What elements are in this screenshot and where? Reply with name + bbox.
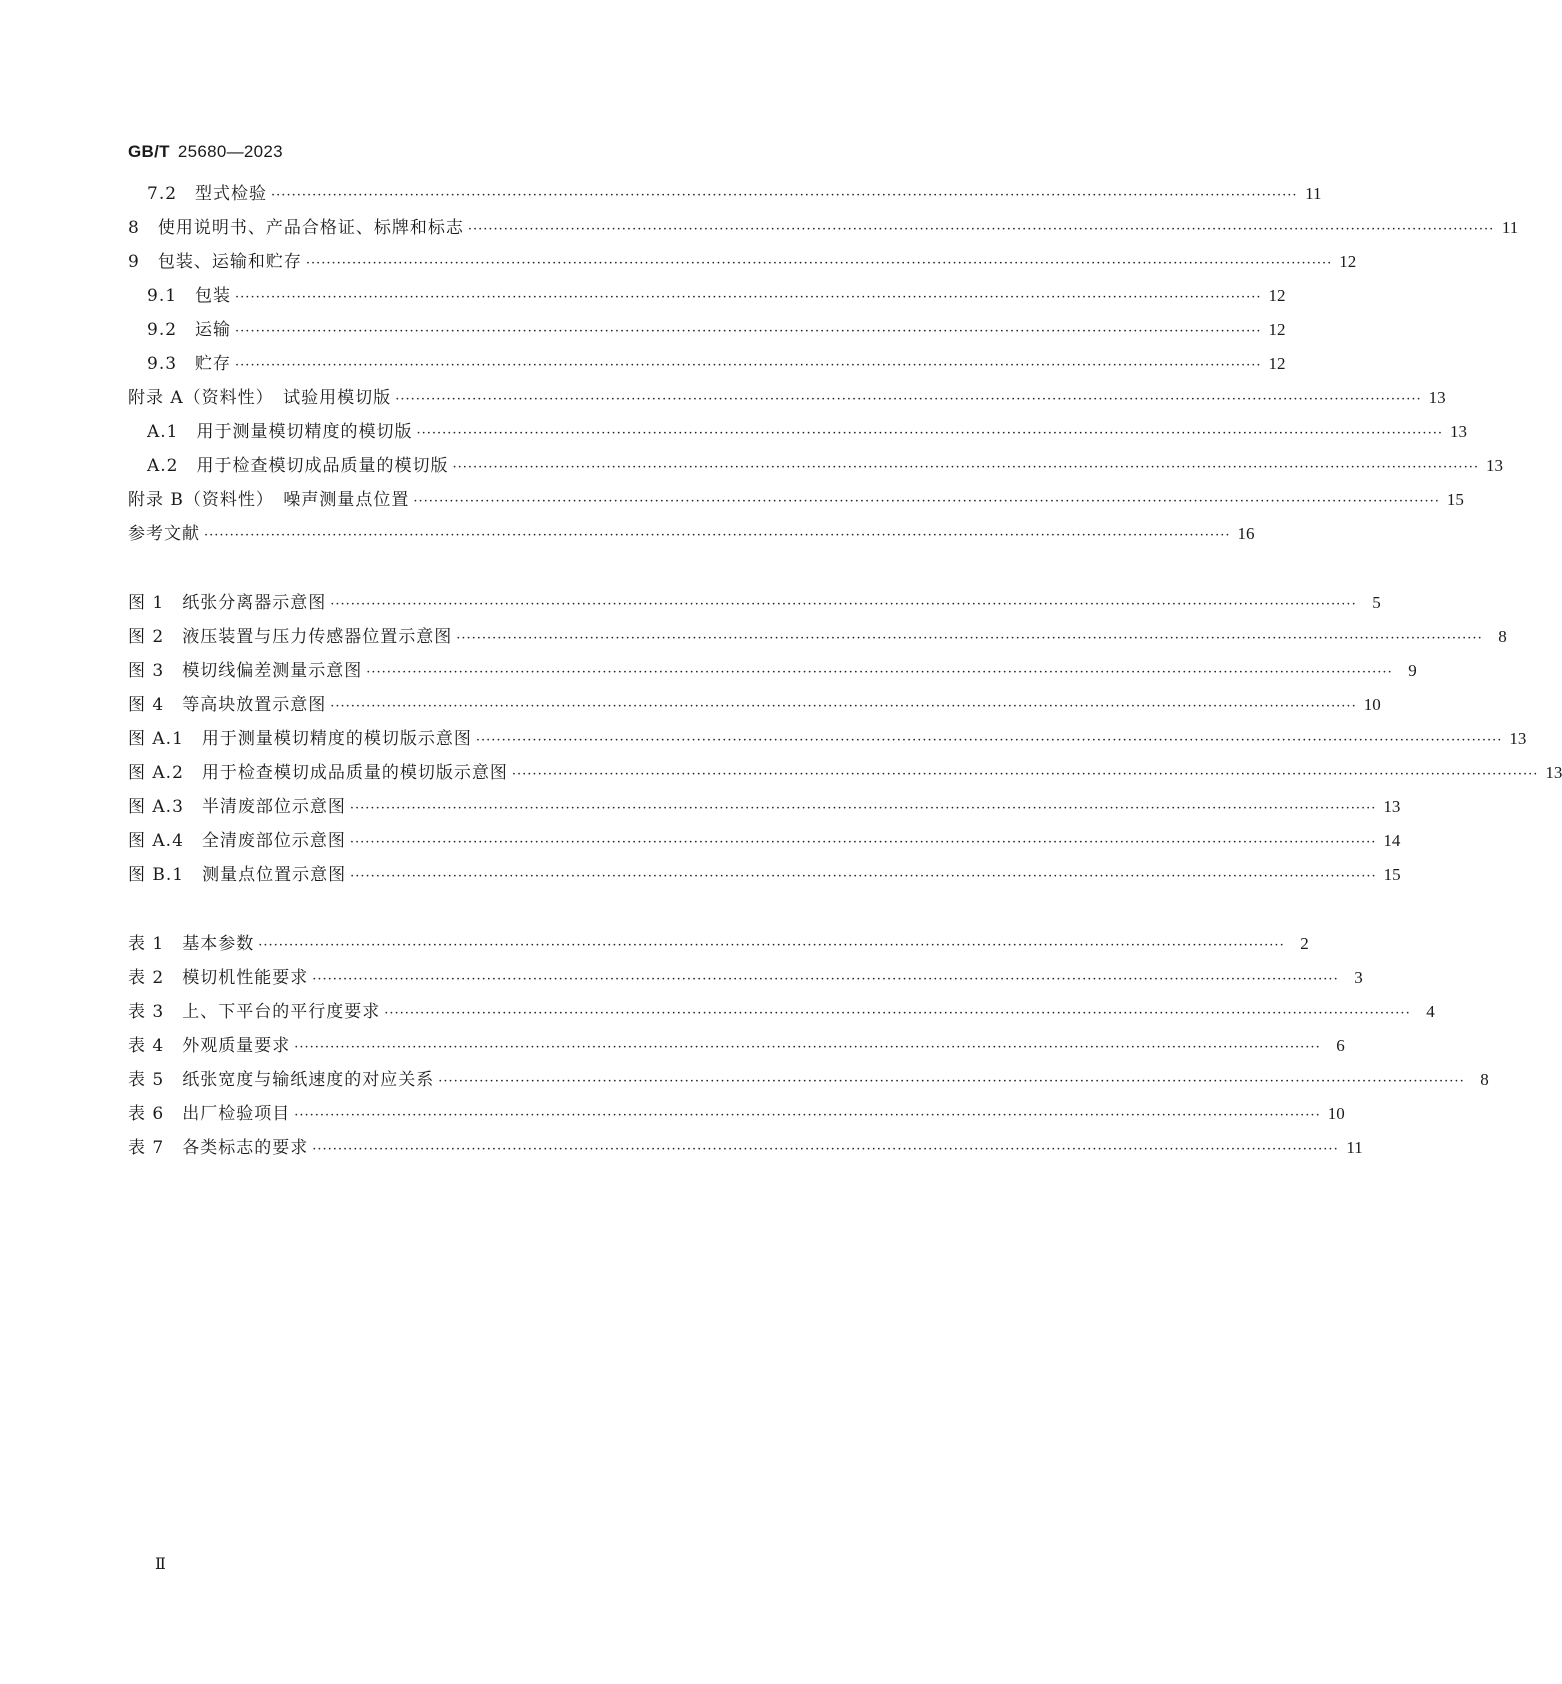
toc-entry-label: 附录 B（资料性） 噪声测量点位置 [128,490,410,510]
toc-entry[interactable] [128,385,1446,411]
table-entry-label: 表 1 基本参数 [128,934,255,954]
table-entry[interactable] [128,1101,1345,1127]
leader-dots: ········································································································································································································ [271,188,1298,203]
toc-entry-page: 16 [1237,524,1255,543]
leader-dots: ········································································································································································································ [511,767,1539,782]
leader-dots: ········································································································································································································ [305,256,1333,271]
table-entry-label: 表 7 各类标志的要求 [128,1138,309,1158]
toc-entry[interactable] [147,283,1286,309]
table-entry[interactable] [128,1067,1489,1093]
toc-entry-page: 12 [1268,354,1286,373]
table-entry-page: 8 [1480,1070,1489,1089]
figure-entry[interactable] [128,760,1562,786]
table-entry[interactable] [128,1033,1345,1059]
table-entry-page: 4 [1426,1002,1435,1021]
figure-entry-page: 8 [1498,627,1507,646]
leader-dots: ········································································································································································································ [258,938,1285,953]
figure-entry[interactable] [128,862,1401,888]
leader-dots: ········································································································································································································ [475,733,1503,748]
leader-dots: ········································································································································································································ [330,699,1357,714]
leader-dots: ········································································································································································································ [312,1142,1339,1157]
toc-entry[interactable] [128,249,1357,275]
table-entry-page: 10 [1327,1104,1345,1123]
toc-entry[interactable] [128,487,1464,513]
figure-entry-label: 图 A.1 用于测量模切精度的模切版示意图 [128,729,472,749]
toc-entry-page: 12 [1339,252,1357,271]
figure-entry-label: 图 B.1 测量点位置示意图 [128,865,347,885]
toc-entry[interactable] [147,181,1322,207]
toc-entry[interactable] [128,521,1255,547]
figure-entry-label: 图 A.4 全清废部位示意图 [128,831,346,851]
toc-entry[interactable] [147,419,1467,445]
figure-entry[interactable] [128,726,1527,752]
leader-dots: ········································································································································································································ [366,665,1393,680]
figure-entry-page: 5 [1372,593,1381,612]
leader-dots: ········································································································································································································ [235,290,1262,305]
figure-entry-page: 13 [1545,763,1562,782]
leader-dots: ········································································································································································································ [438,1074,1465,1089]
leader-dots: ········································································································································································································ [452,460,1479,475]
leader-dots: ········································································································································································································ [312,972,1339,987]
figure-entry-page: 15 [1383,865,1401,884]
toc-entry-label: 7.2 型式检验 [147,184,268,204]
table-entry-label: 表 2 模切机性能要求 [128,968,309,988]
toc-entry-page: 11 [1501,218,1519,237]
leader-dots: ········································································································································································································ [330,597,1357,612]
toc-entry[interactable] [147,317,1286,343]
figure-entry[interactable] [128,658,1417,684]
toc-entry-page: 13 [1428,388,1446,407]
toc-entry-label: A.1 用于测量模切精度的模切版 [147,422,413,442]
figure-entry-label: 图 A.3 半清废部位示意图 [128,797,346,817]
figure-entry-label: 图 1 纸张分离器示意图 [128,593,327,613]
table-entry-page: 6 [1336,1036,1345,1055]
leader-dots: ········································································································································································································ [467,222,1495,237]
toc-entry-page: 12 [1268,320,1286,339]
leader-dots: ········································································································································································································ [413,494,1440,509]
page-number: Ⅱ [155,1556,166,1573]
toc-entry-page: 12 [1268,286,1286,305]
leader-dots: ········································································································································································································ [350,869,1377,884]
table-entry-page: 11 [1346,1138,1363,1157]
leader-dots: ········································································································································································································ [416,426,1443,441]
table-entry[interactable] [128,965,1363,991]
leader-dots: ········································································································································································································ [235,358,1262,373]
standard-number: 25680—2023 [177,142,283,161]
leader-dots: ········································································································································································································ [235,324,1262,339]
toc-entry-label: 9.3 贮存 [147,354,232,374]
toc-entry-page: 15 [1446,490,1464,509]
figure-entry-label: 图 3 模切线偏差测量示意图 [128,661,363,681]
table-entry-page: 2 [1300,934,1309,953]
toc-entry-label: 8 使用说明书、产品合格证、标牌和标志 [128,218,464,238]
table-entry-label: 表 6 出厂检验项目 [128,1104,291,1124]
figure-entry-label: 图 A.2 用于检查模切成品质量的模切版示意图 [128,763,508,783]
figure-entry-page: 10 [1363,695,1381,714]
page-header [128,142,283,162]
toc-entry-page: 11 [1305,184,1322,203]
leader-dots: ········································································································································································································ [349,835,1377,850]
toc-entry-label: 附录 A（资料性） 试验用模切版 [128,388,392,408]
figure-entry[interactable] [128,692,1381,718]
table-entry-page: 3 [1354,968,1363,987]
toc-entry-page: 13 [1485,456,1503,475]
figure-entry-label: 图 4 等高块放置示意图 [128,695,327,715]
leader-dots: ········································································································································································································ [384,1006,1411,1021]
toc-entry[interactable] [147,453,1503,479]
leader-dots: ········································································································································································································ [294,1108,1321,1123]
leader-dots: ········································································································································································································ [395,392,1422,407]
leader-dots: ········································································································································································································ [294,1040,1321,1055]
leader-dots: ········································································································································································································ [349,801,1377,816]
figure-entry[interactable] [128,590,1381,616]
toc-entry[interactable] [147,351,1286,377]
toc-entry-label: 9.1 包装 [147,286,232,306]
table-entry-label: 表 4 外观质量要求 [128,1036,291,1056]
figure-entry-label: 图 2 液压装置与压力传感器位置示意图 [128,627,453,647]
leader-dots: ········································································································································································································ [456,631,1483,646]
figure-entry[interactable] [128,624,1507,650]
toc-entry-label: A.2 用于检查模切成品质量的模切版 [147,456,449,476]
standard-code: GB/T [128,142,170,161]
toc-entry[interactable] [128,215,1519,241]
table-entry[interactable] [128,931,1309,957]
figure-entry-page: 14 [1383,831,1401,850]
toc-entry-label: 参考文献 [128,524,200,544]
figure-entry-page: 13 [1509,729,1527,748]
figure-entry-page: 9 [1408,661,1417,680]
toc-entry-label: 9.2 运输 [147,320,232,340]
figure-entry-page: 13 [1383,797,1401,816]
table-entry[interactable] [128,999,1435,1025]
leader-dots: ········································································································································································································ [204,528,1231,543]
toc-entry-page: 13 [1449,422,1467,441]
toc-entry-label: 9 包装、运输和贮存 [128,252,302,272]
table-entry-label: 表 3 上、下平台的平行度要求 [128,1002,381,1022]
figure-entry[interactable] [128,794,1401,820]
table-entry-label: 表 5 纸张宽度与输纸速度的对应关系 [128,1070,435,1090]
table-entry[interactable] [128,1135,1363,1161]
figure-entry[interactable] [128,828,1401,854]
